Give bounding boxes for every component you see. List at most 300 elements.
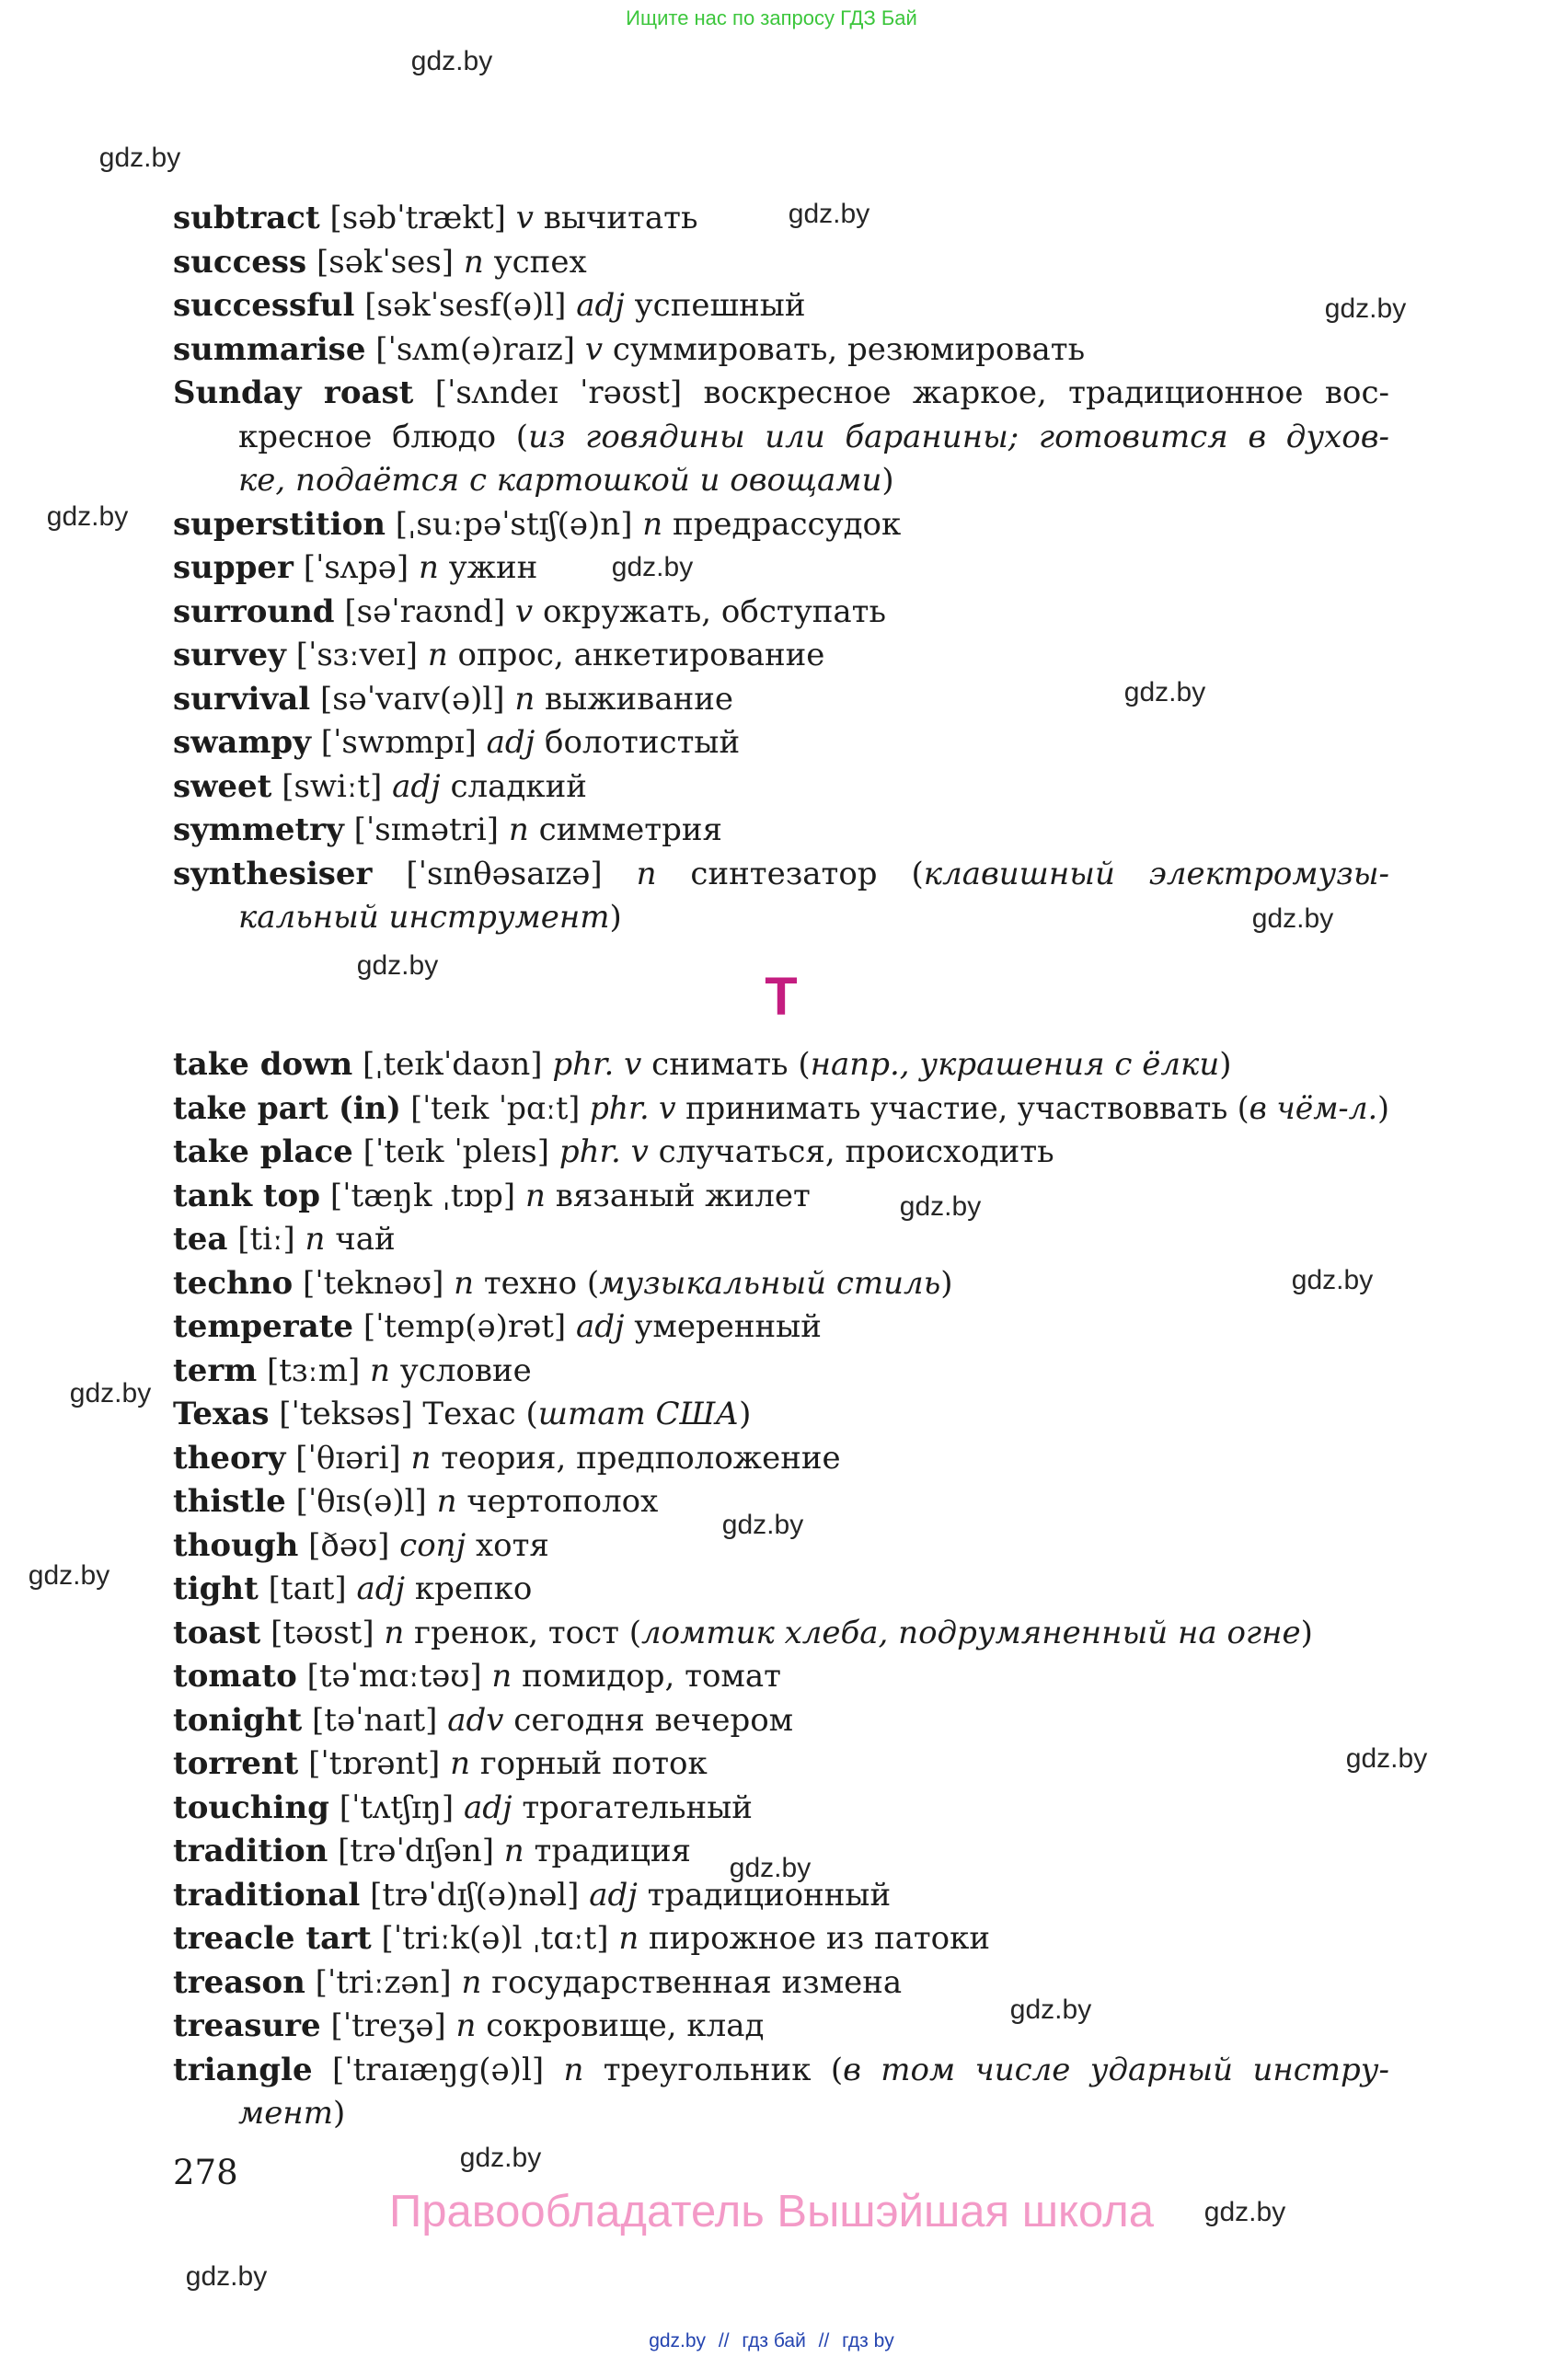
entry-line xyxy=(173,416,1389,460)
entry-pronunciation: [ˌsuːpəˈstɪʃ(ə)n] xyxy=(395,505,633,543)
entry-headword: subtract xyxy=(173,200,320,236)
watermark: gdz.by xyxy=(611,552,694,582)
watermark: gdz.by xyxy=(899,1191,982,1222)
dict-entry xyxy=(173,1175,1389,1219)
dict-entry xyxy=(173,1087,1389,1132)
entry-part-of-speech: adj xyxy=(463,1788,512,1826)
entry-line-text xyxy=(238,2092,345,2136)
entry-headword: survey xyxy=(173,637,286,673)
entry-pronunciation: [ˈtriːk(ə)l ˌtɑːt] xyxy=(381,1920,609,1957)
entry-pronunciation: [səkˈsesf(ə)l] xyxy=(364,287,567,324)
entry-headword: traditional xyxy=(173,1876,361,1914)
entry-part-of-speech: phr. v xyxy=(589,1089,676,1127)
entry-line-text xyxy=(173,634,824,678)
entry-line-text xyxy=(173,1087,1389,1132)
entry-pronunciation: [ˈteksəs] xyxy=(279,1396,413,1432)
footer-links xyxy=(0,2328,1543,2355)
entry-pronunciation: [ˈtriːzən] xyxy=(315,1963,452,2001)
entry-line xyxy=(173,2092,1389,2136)
dict-entry xyxy=(173,1699,1389,1743)
dictionary-column-t xyxy=(173,1043,1389,2136)
entry-line xyxy=(173,721,1389,765)
entry-line xyxy=(173,1699,1389,1743)
copyright-notice: Правообладатель Вышэйшая школа xyxy=(388,2187,1155,2236)
entry-line-text xyxy=(173,1393,751,1437)
top-banner: Ищите нас по запросу ГДЗ Бай xyxy=(626,6,917,29)
entry-line-text xyxy=(173,809,722,853)
watermark: gdz.by xyxy=(1123,677,1206,707)
entry-part-of-speech: conj xyxy=(399,1526,466,1564)
entry-line-text xyxy=(173,546,537,591)
entry-headword: touching xyxy=(173,1788,329,1826)
entry-part-of-speech: n xyxy=(427,637,448,673)
entry-part-of-speech: n xyxy=(370,1351,390,1389)
dict-entry xyxy=(173,284,1389,328)
entry-translation: традиция xyxy=(534,1833,691,1869)
entry-pronunciation: [ˈswɒmpɪ] xyxy=(320,724,477,761)
dict-entry xyxy=(173,2005,1389,2049)
page-number: 278 xyxy=(173,2153,238,2192)
entry-pronunciation: [ˈθɪəri] xyxy=(295,1439,401,1477)
entry-line-text xyxy=(173,1175,811,1219)
entry-translation: воскресное жаркое, традиционное вос- xyxy=(703,374,1389,411)
entry-translation: ) xyxy=(1300,1614,1313,1651)
entry-part-of-speech: n xyxy=(491,1658,512,1695)
entry-translation: синтезатор ( xyxy=(690,855,924,892)
dict-entry xyxy=(173,1043,1389,1087)
entry-line-text xyxy=(173,1568,532,1612)
entry-headword: sweet xyxy=(173,767,272,805)
entry-line xyxy=(173,1218,1389,1262)
entry-line xyxy=(173,328,1389,373)
entry-translation: трогательный xyxy=(522,1788,753,1826)
entry-translation: выживание xyxy=(545,680,734,718)
entry-headword: tomato xyxy=(173,1658,297,1695)
watermark: gdz.by xyxy=(459,2143,542,2173)
entry-part-of-speech: n xyxy=(455,2007,477,2044)
entry-pronunciation: [təˈnaɪt] xyxy=(312,1701,438,1739)
entry-translation: ужин xyxy=(448,549,538,586)
entry-translation: техно ( xyxy=(483,1264,600,1302)
entry-headword: torrent xyxy=(173,1745,299,1782)
entry-note: музыкальный стиль xyxy=(599,1264,941,1302)
entry-line-text xyxy=(173,1437,841,1481)
entry-note: клавишный электромузы- xyxy=(923,855,1390,892)
entry-pronunciation: [tiː] xyxy=(237,1221,295,1258)
entry-part-of-speech: v xyxy=(584,330,604,368)
watermark: gdz.by xyxy=(185,2261,268,2292)
entry-part-of-speech: phr. v xyxy=(558,1133,649,1170)
entry-line-text xyxy=(238,459,894,503)
entry-line xyxy=(173,284,1389,328)
dict-entry xyxy=(173,1131,1389,1175)
entry-line-text xyxy=(173,1218,396,1262)
watermark: gdz.by xyxy=(410,46,493,76)
entry-pronunciation: [səkˈses] xyxy=(317,243,455,281)
entry-headword: temperate xyxy=(173,1308,353,1345)
entry-line xyxy=(173,1175,1389,1219)
entry-translation: сегодня вечером xyxy=(513,1701,794,1739)
entry-line-text xyxy=(173,372,1389,416)
dict-entry xyxy=(173,1961,1389,2006)
entry-headword: tight xyxy=(173,1570,259,1607)
entry-line xyxy=(173,1393,1389,1437)
entry-headword: synthesiser xyxy=(173,855,373,892)
entry-part-of-speech: n xyxy=(305,1221,326,1258)
entry-translation: ) xyxy=(881,462,894,499)
entry-translation: опрос, анкетирование xyxy=(457,637,825,673)
dict-entry xyxy=(173,1393,1389,1437)
entry-translation: принимать участие, участвоввать ( xyxy=(685,1089,1249,1127)
entry-translation: теория, предположение xyxy=(441,1439,841,1477)
dict-entry xyxy=(173,197,1389,241)
entry-line xyxy=(173,896,1389,940)
footer-link-gdz-by-cyr[interactable]: гдз by xyxy=(842,2330,894,2351)
dict-entry xyxy=(173,1262,1389,1306)
entry-headword: tank top xyxy=(173,1177,321,1214)
dict-entry xyxy=(173,765,1389,810)
entry-pronunciation: [ˈsʌm(ə)raɪz] xyxy=(375,330,575,368)
entry-translation: кресное блюдо ( xyxy=(238,418,529,455)
watermark: gdz.by xyxy=(356,950,439,981)
footer-separator: // xyxy=(718,2330,730,2351)
entry-headword: surround xyxy=(173,592,335,630)
entry-part-of-speech: adj xyxy=(575,1308,625,1345)
watermark: gdz.by xyxy=(1251,903,1334,934)
entry-line-text xyxy=(173,1961,902,2006)
entry-note: штат США xyxy=(537,1396,740,1432)
watermark: gdz.by xyxy=(788,199,870,229)
entry-translation: ) xyxy=(609,899,622,936)
entry-line-text xyxy=(173,1830,691,1874)
entry-translation: горный поток xyxy=(479,1745,708,1782)
entry-note: из говядины или баранины; готовится в духов- xyxy=(528,418,1390,455)
entry-headword: tea xyxy=(173,1221,228,1258)
entry-translation: ) xyxy=(940,1264,953,1302)
entry-translation: предрассудок xyxy=(673,505,902,543)
entry-headword: Sunday roast xyxy=(173,374,414,411)
entry-line-text xyxy=(173,241,587,285)
entry-line xyxy=(173,459,1389,503)
entry-line xyxy=(173,1437,1389,1481)
entry-line-text xyxy=(173,853,1389,897)
dict-entry xyxy=(173,1437,1389,1481)
entry-line-text xyxy=(173,1612,1313,1656)
entry-pronunciation: [ˌteɪkˈdaʊn] xyxy=(363,1046,543,1083)
entry-line-text xyxy=(173,284,805,328)
entry-pronunciation: [səˈvaɪv(ə)l] xyxy=(319,680,505,718)
entry-pronunciation: [ˈteknəʊ] xyxy=(302,1264,444,1302)
dictionary-column-s xyxy=(173,197,1389,940)
entry-headword: tradition xyxy=(173,1833,328,1869)
entry-line-text xyxy=(173,1043,1231,1087)
entry-line xyxy=(173,197,1389,241)
dict-entry xyxy=(173,328,1389,373)
watermark: gdz.by xyxy=(98,143,181,173)
entry-translation: помидор, томат xyxy=(522,1658,781,1695)
entry-part-of-speech: n xyxy=(563,2051,584,2088)
entry-headword: success xyxy=(173,243,307,281)
entry-headword: summarise xyxy=(173,330,366,368)
entry-pronunciation: [ˈθɪs(ə)l] xyxy=(295,1483,427,1520)
entry-pronunciation: [ˈtɒrənt] xyxy=(308,1745,441,1782)
entry-headword: theory xyxy=(173,1439,286,1477)
entry-pronunciation: [ˈsɜːveɪ] xyxy=(295,637,419,673)
entry-pronunciation: [trəˈdɪʃən] xyxy=(338,1833,494,1869)
dict-entry xyxy=(173,241,1389,285)
dict-entry xyxy=(173,591,1389,635)
dict-entry xyxy=(173,1612,1389,1656)
entry-note: ке, подаётся с картошкой и овощами xyxy=(238,462,882,499)
watermark: gdz.by xyxy=(1203,2197,1286,2227)
dict-entry xyxy=(173,1655,1389,1699)
entry-headword: term xyxy=(173,1351,258,1389)
entry-part-of-speech: adj xyxy=(356,1570,406,1607)
footer-separator: // xyxy=(818,2330,830,2351)
entry-pronunciation: [ðəʊ] xyxy=(308,1526,390,1564)
entry-line xyxy=(173,372,1389,416)
entry-line xyxy=(173,1350,1389,1394)
entry-translation: ) xyxy=(1377,1089,1389,1127)
entry-line xyxy=(173,546,1389,591)
entry-pronunciation: [təʊst] xyxy=(271,1614,374,1651)
entry-line xyxy=(173,1742,1389,1787)
entry-translation: крепко xyxy=(414,1570,533,1607)
entry-line-text xyxy=(173,1262,952,1306)
entry-line xyxy=(173,1961,1389,2006)
entry-part-of-speech: n xyxy=(524,1177,546,1214)
entry-headword: take down xyxy=(173,1046,353,1083)
entry-part-of-speech: adj xyxy=(589,1876,638,1914)
entry-translation: чай xyxy=(335,1221,396,1258)
entry-pronunciation: [trəˈdɪʃ(ə)nəl] xyxy=(370,1876,580,1914)
entry-translation: суммировать, резюмировать xyxy=(612,330,1086,368)
entry-pronunciation: [ˈtreʒə] xyxy=(330,2007,446,2044)
entry-line-text xyxy=(173,1305,822,1350)
entry-line-text xyxy=(173,1742,708,1787)
entry-line xyxy=(173,1787,1389,1831)
entry-translation: окружать, обступать xyxy=(542,592,886,630)
entry-headword: treacle tart xyxy=(173,1920,372,1957)
entry-headword: swampy xyxy=(173,724,311,761)
entry-translation: вычитать xyxy=(543,200,698,236)
entry-line xyxy=(173,853,1389,897)
entry-line xyxy=(173,1305,1389,1350)
entry-line xyxy=(173,2005,1389,2049)
entry-line-text xyxy=(238,416,1389,460)
entry-line xyxy=(173,591,1389,635)
entry-translation: успех xyxy=(493,243,587,281)
watermark: gdz.by xyxy=(1291,1265,1374,1295)
entry-line xyxy=(173,1612,1389,1656)
entry-pronunciation: [ˈsʌpə] xyxy=(303,549,409,586)
dict-entry xyxy=(173,546,1389,591)
entry-part-of-speech: n xyxy=(436,1483,457,1520)
entry-line-text xyxy=(173,1524,549,1569)
entry-translation: пирожное из патоки xyxy=(649,1920,991,1957)
entry-part-of-speech: n xyxy=(503,1833,524,1869)
entry-line-text xyxy=(173,503,901,547)
dict-entry xyxy=(173,1218,1389,1262)
footer-link-gdz-bai[interactable]: гдз бай xyxy=(742,2330,806,2351)
dict-entry xyxy=(173,634,1389,678)
entry-pronunciation: [swiːt] xyxy=(282,767,383,805)
dict-entry xyxy=(173,853,1389,940)
entry-part-of-speech: n xyxy=(454,1264,475,1302)
entry-line-text xyxy=(173,678,733,722)
entry-part-of-speech: phr. v xyxy=(552,1046,642,1083)
entry-translation: вязаный жилет xyxy=(555,1177,811,1214)
entry-headword: superstition xyxy=(173,505,386,543)
dict-entry xyxy=(173,1305,1389,1350)
entry-note: мент xyxy=(238,2095,333,2132)
entry-headword: triangle xyxy=(173,2051,313,2088)
entry-translation: сладкий xyxy=(450,767,587,805)
entry-part-of-speech: v xyxy=(515,200,534,236)
watermark: gdz.by xyxy=(729,1853,812,1883)
entry-pronunciation: [səˈraʊnd] xyxy=(344,592,506,630)
entry-part-of-speech: n xyxy=(463,243,484,281)
dict-entry xyxy=(173,678,1389,722)
entry-line xyxy=(173,1087,1389,1132)
entry-line xyxy=(173,1131,1389,1175)
entry-line-text xyxy=(173,1655,781,1699)
entry-line-text xyxy=(173,328,1085,373)
entry-part-of-speech: n xyxy=(636,855,657,892)
entry-line-text xyxy=(173,2005,764,2049)
dict-entry xyxy=(173,372,1389,503)
entry-line-text xyxy=(173,1699,793,1743)
entry-pronunciation: [ˈteɪk ˈpleɪs] xyxy=(363,1133,550,1170)
footer-link-gdz-by[interactable]: gdz.by xyxy=(649,2330,707,2351)
entry-note: в том числе ударный инстру- xyxy=(843,2051,1390,2088)
watermark: gdz.by xyxy=(1009,1995,1092,2025)
entry-headword: Texas xyxy=(173,1396,270,1432)
dict-entry xyxy=(173,1742,1389,1787)
dict-entry xyxy=(173,1568,1389,1612)
entry-line-text xyxy=(173,1350,532,1394)
entry-pronunciation: [ˈsʌndeɪ ˈrəʊst] xyxy=(434,374,683,411)
entry-translation: хотя xyxy=(475,1526,549,1564)
entry-line-text xyxy=(173,1787,753,1831)
dict-entry xyxy=(173,1787,1389,1831)
section-letter-heading: T xyxy=(765,967,798,1027)
entry-headword: tonight xyxy=(173,1701,303,1739)
entry-translation: Техас ( xyxy=(422,1396,538,1432)
entry-translation: успешный xyxy=(634,287,806,324)
entry-part-of-speech: adj xyxy=(576,287,625,324)
entry-translation: ) xyxy=(739,1396,752,1432)
entry-translation: болотистый xyxy=(545,724,741,761)
entry-line xyxy=(173,634,1389,678)
entry-pronunciation: [ˈtæŋk ˌtɒp] xyxy=(329,1177,516,1214)
entry-pronunciation: [tɜːm] xyxy=(267,1351,361,1389)
watermark: gdz.by xyxy=(1345,1743,1428,1774)
entry-headword: successful xyxy=(173,287,355,324)
entry-line-text xyxy=(173,197,697,241)
entry-part-of-speech: adv xyxy=(447,1701,504,1739)
watermark: gdz.by xyxy=(721,1510,804,1540)
entry-translation: симметрия xyxy=(538,811,722,848)
watermark: gdz.by xyxy=(1324,293,1407,324)
entry-headword: survival xyxy=(173,680,311,718)
entry-line xyxy=(173,809,1389,853)
entry-part-of-speech: n xyxy=(410,1439,432,1477)
entry-line xyxy=(173,1568,1389,1612)
entry-line xyxy=(173,678,1389,722)
entry-translation: треугольник ( xyxy=(603,2051,844,2088)
entry-line-text xyxy=(173,591,886,635)
entry-line xyxy=(173,1262,1389,1306)
entry-pronunciation: [ˈteɪk ˈpɑːt] xyxy=(410,1089,581,1127)
entry-headword: toast xyxy=(173,1614,261,1651)
entry-part-of-speech: n xyxy=(514,680,535,718)
entry-line xyxy=(173,1917,1389,1961)
entry-translation: сокровище, клад xyxy=(486,2007,765,2044)
entry-part-of-speech: n xyxy=(450,1745,471,1782)
entry-line-text xyxy=(238,896,622,940)
entry-line xyxy=(173,1655,1389,1699)
entry-part-of-speech: n xyxy=(461,1963,482,2001)
entry-headword: supper xyxy=(173,549,294,586)
entry-note: в чём-л. xyxy=(1249,1089,1378,1127)
dict-entry xyxy=(173,1350,1389,1394)
dict-entry xyxy=(173,2049,1389,2136)
entry-pronunciation: [ˈsɪmətri] xyxy=(353,811,500,848)
entry-headword: techno xyxy=(173,1264,294,1302)
entry-line xyxy=(173,765,1389,810)
entry-translation: гренок, тост ( xyxy=(414,1614,642,1651)
entry-pronunciation: [ˈtemp(ə)rət] xyxy=(363,1308,567,1345)
entry-line-text xyxy=(173,2049,1389,2093)
entry-pronunciation: [taɪt] xyxy=(268,1570,347,1607)
entry-part-of-speech: n xyxy=(508,811,529,848)
entry-translation: ) xyxy=(1219,1046,1232,1083)
entry-line-text xyxy=(173,1480,658,1524)
entry-line xyxy=(173,1043,1389,1087)
dict-entry xyxy=(173,809,1389,853)
entry-line-text xyxy=(173,1917,990,1961)
watermark: gdz.by xyxy=(46,501,129,532)
entry-headword: thistle xyxy=(173,1483,286,1520)
entry-translation: снимать ( xyxy=(651,1046,811,1083)
entry-note: ломтик хлеба, подрумяненный на огне xyxy=(641,1614,1301,1651)
entry-translation: традиционный xyxy=(647,1876,892,1914)
entry-part-of-speech: adj xyxy=(486,724,535,761)
entry-part-of-speech: adj xyxy=(392,767,441,805)
entry-part-of-speech: n xyxy=(618,1920,639,1957)
entry-note: напр., украшения с ёлки xyxy=(810,1046,1220,1083)
entry-headword: though xyxy=(173,1526,299,1564)
entry-translation: чертополох xyxy=(466,1483,659,1520)
entry-line xyxy=(173,503,1389,547)
entry-pronunciation: [ˈtraɪæŋɡ(ə)l] xyxy=(332,2051,545,2088)
entry-headword: treason xyxy=(173,1963,305,2001)
entry-pronunciation: [ˈtʌtʃɪŋ] xyxy=(339,1788,455,1826)
entry-part-of-speech: v xyxy=(514,592,534,630)
entry-translation: условие xyxy=(399,1351,532,1389)
entry-note: кальный инструмент xyxy=(238,899,610,936)
entry-part-of-speech: n xyxy=(419,549,439,586)
entry-headword: treasure xyxy=(173,2007,321,2044)
entry-headword: take place xyxy=(173,1133,353,1170)
dict-entry xyxy=(173,1917,1389,1961)
entry-translation: ) xyxy=(332,2095,346,2132)
dict-entry xyxy=(173,721,1389,765)
entry-headword: take part (in) xyxy=(173,1089,401,1127)
watermark: gdz.by xyxy=(69,1378,152,1408)
entry-line-text xyxy=(173,765,587,810)
